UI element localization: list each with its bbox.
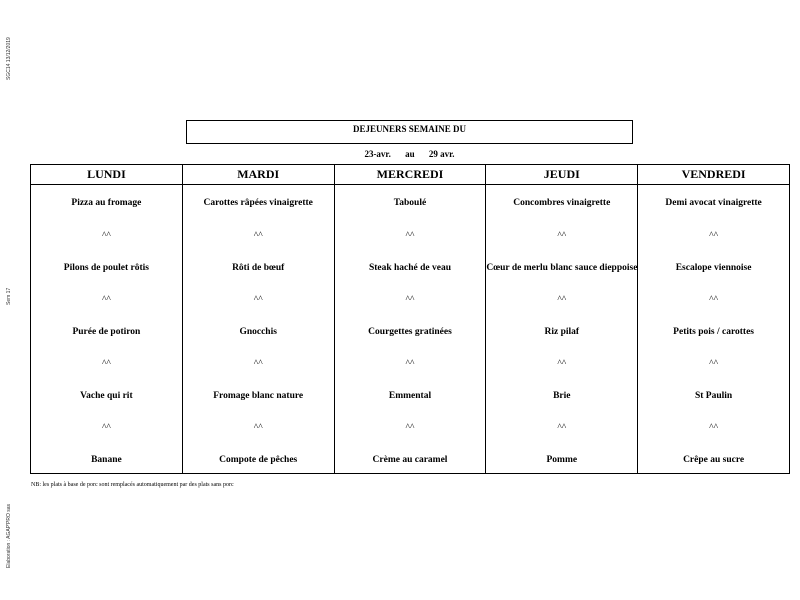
menu-title: DEJEUNERS SEMAINE DU <box>186 120 633 144</box>
day-column-lundi <box>31 185 183 474</box>
menu-item: Brie <box>553 391 571 401</box>
day-column-mardi <box>182 185 334 474</box>
menu-item: Petits pois / carottes <box>673 327 754 337</box>
separator-mark: ^^ <box>557 231 567 241</box>
menu-item: Courgettes gratinées <box>368 327 452 337</box>
separator-mark: ^^ <box>101 231 111 241</box>
menu-item: Escalope viennoise <box>675 263 752 273</box>
day-header-jeudi: JEUDI <box>486 165 638 185</box>
date-to: 29 avr. <box>428 149 455 159</box>
day-header-mardi: MARDI <box>182 165 334 185</box>
menu-item: Concombres vinaigrette <box>513 198 611 208</box>
menu-item: Demi avocat vinaigrette <box>665 198 762 208</box>
separator-mark: ^^ <box>557 295 567 305</box>
separator-mark: ^^ <box>405 231 415 241</box>
menu-table <box>30 164 790 474</box>
day-header-mercredi: MERCREDI <box>334 165 486 185</box>
day-header-vendredi: VENDREDI <box>638 165 790 185</box>
menu-item: Pilons de poulet rôtis <box>63 263 150 273</box>
week-dates <box>186 149 633 161</box>
day-column-mercredi <box>334 185 486 474</box>
menu-item: Emmental <box>388 391 432 401</box>
menu-item: Cœur de merlu blanc sauce dieppoise <box>486 263 638 273</box>
separator-mark: ^^ <box>405 359 415 369</box>
menu-item: Pomme <box>546 455 578 465</box>
separator-mark: ^^ <box>405 295 415 305</box>
menu-item: Carottes râpées vinaigrette <box>203 198 313 208</box>
day-header-row <box>31 165 790 185</box>
margin-credit: Elaboration : AGAP'PRO sas <box>6 503 12 568</box>
menu-item: Gnocchis <box>239 327 277 337</box>
separator-mark: ^^ <box>101 359 111 369</box>
menu-item: Compote de pêches <box>219 455 298 465</box>
margin-week: Sem 17 <box>6 287 12 305</box>
menu-item: Crêpe au sucre <box>683 455 745 465</box>
separator-mark: ^^ <box>557 423 567 433</box>
separator-mark: ^^ <box>709 231 719 241</box>
separator-mark: ^^ <box>557 359 567 369</box>
separator-mark: ^^ <box>253 295 263 305</box>
separator-mark: ^^ <box>253 359 263 369</box>
menu-item: Pizza au fromage <box>71 198 142 208</box>
menu-item: Fromage blanc nature <box>213 391 304 401</box>
separator-mark: ^^ <box>405 423 415 433</box>
separator-mark: ^^ <box>101 423 111 433</box>
menu-item: Purée de potiron <box>72 327 141 337</box>
margin-code: SGC14 13/12/2019 <box>6 37 12 80</box>
menu-item: Vache qui rit <box>80 391 133 401</box>
day-header-lundi: LUNDI <box>31 165 183 185</box>
date-separator: au <box>405 149 415 159</box>
menu-body-row <box>31 185 790 474</box>
separator-mark: ^^ <box>101 295 111 305</box>
menu-item: Crème au caramel <box>372 455 448 465</box>
separator-mark: ^^ <box>709 423 719 433</box>
footnote: NB: les plats à base de porc sont remplacés automatiquement par des plats sans porc <box>31 482 234 488</box>
menu-item: Rôti de bœuf <box>232 263 285 273</box>
date-from: 23-avr. <box>364 149 391 159</box>
day-column-jeudi <box>486 185 638 474</box>
menu-item: St Paulin <box>694 391 733 401</box>
menu-item: Taboulé <box>393 198 427 208</box>
separator-mark: ^^ <box>253 231 263 241</box>
menu-item: Steak haché de veau <box>368 263 452 273</box>
menu-item: Banane <box>91 455 122 465</box>
separator-mark: ^^ <box>709 295 719 305</box>
menu-item: Riz pilaf <box>544 327 580 337</box>
separator-mark: ^^ <box>709 359 719 369</box>
separator-mark: ^^ <box>253 423 263 433</box>
day-column-vendredi <box>638 185 790 474</box>
